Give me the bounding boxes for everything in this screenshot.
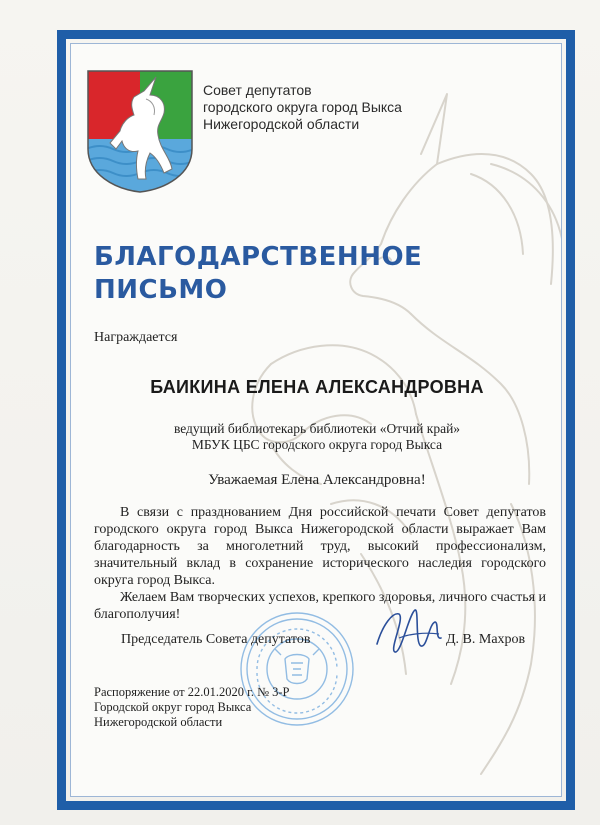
position-line: МБУК ЦБС городского округа город Выкса <box>191 437 443 452</box>
order-line: Городской округ город Выкса <box>94 700 252 714</box>
council-line: городского округа город Выкса <box>203 99 402 115</box>
body-paragraph: Желаем Вам творческих успехов, крепкого здоровья, личного счастья и благополучия! <box>94 590 547 622</box>
letter-page <box>70 43 562 797</box>
position-line: ведущий библиотекарь библиотеки «Отчий край» <box>173 421 461 436</box>
council-line: Совет депутатов <box>203 82 312 98</box>
greeting: Уважаемая Елена Александровна! <box>208 472 426 488</box>
title-line: ПИСЬМО <box>94 275 228 305</box>
title-line: БЛАГОДАРСТВЕННОЕ <box>94 242 423 272</box>
coat-of-arms-icon <box>86 69 194 194</box>
recipient-name: БАИКИНА ЕЛЕНА АЛЕКСАНДРОВНА <box>150 377 484 397</box>
letter-body <box>94 504 546 623</box>
signature-icon <box>369 594 449 664</box>
recipient-position <box>71 421 562 453</box>
council-line: Нижегородской области <box>203 116 360 132</box>
body-paragraph: В связи с празднованием Дня российской печати Совет депутатов городского округа город Выкса Нижегородской области выражает Вам благодарность за многолетний труд, высокий профессионализм, значительный вклад в сохранение исторического наследия городского округа город Выкса. <box>94 505 546 588</box>
order-line: Нижегородской области <box>94 715 223 729</box>
awarded-label: Награждается <box>94 330 178 345</box>
signatory-name: Д. В. Махров <box>446 632 526 647</box>
order-line: Распоряжение от 22.01.2020 г. № 3-Р <box>94 685 290 699</box>
signatory-role: Председатель Совета депутатов <box>121 632 311 647</box>
order-reference <box>94 685 290 730</box>
letter-title <box>94 241 422 307</box>
council-name <box>203 82 402 133</box>
